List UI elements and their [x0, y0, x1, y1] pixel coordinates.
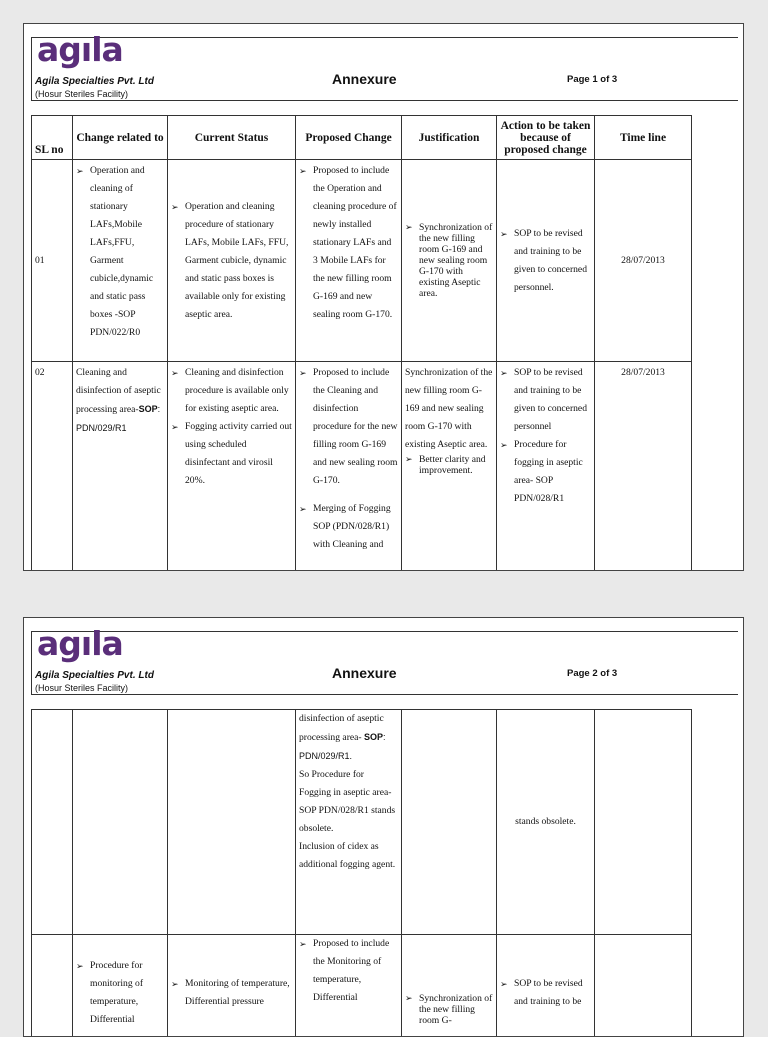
cell-proposed-change: [296, 362, 402, 572]
list-item: ➢ SOP to be revised and training to be given to concerned personnel: [500, 364, 591, 436]
cell-sl: [32, 710, 73, 935]
agila-logo: agıla: [37, 30, 123, 69]
page-header: [31, 631, 738, 695]
cell-justification: [402, 935, 497, 1037]
cell-timeline: [595, 935, 692, 1037]
list-item: ➢ Procedure for monitoring of temperature, Differential: [76, 957, 164, 1029]
table-header-row: [32, 116, 692, 160]
cell-justification: [402, 362, 497, 572]
agila-logo: agıla: [37, 624, 123, 663]
cell-current-status: [168, 362, 296, 572]
col-header-change-related: Change related to: [73, 116, 168, 160]
table-row: [32, 160, 692, 362]
document-page-2: [23, 617, 744, 1037]
facility-name: (Hosur Steriles Facility): [35, 683, 128, 693]
table-row: [32, 935, 692, 1037]
cell-sl: [32, 935, 73, 1037]
page-number: Page 1 of 3: [567, 74, 617, 85]
list-item: ➢ Operation and cleaning procedure of stationary LAFs, Mobile LAFs, FFU, Garment cubicle, dynamic and static pass boxes is available only for existing aseptic area.: [171, 198, 292, 324]
list-item: ➢ Proposed to include the Operation and cleaning procedure of newly installed stationary LAFs and 3 Mobile LAFs for the new filling room G-169 and new sealing room G-170.: [299, 162, 398, 324]
annexure-table-continued: [31, 709, 692, 1037]
cell-proposed-change: [296, 710, 402, 935]
list-item: ➢ Procedure for fogging in aseptic area- SOP PDN/028/R1: [500, 436, 591, 508]
cell-timeline: [595, 710, 692, 935]
list-item: ➢ SOP to be revised and training to be given to concerned personnel.: [500, 225, 591, 297]
list-item: ➢ Proposed to include the Cleaning and disinfection procedure for the new filling room G-169 and new sealing room G-170.: [299, 364, 398, 490]
list-item: ➢ Fogging activity carried out using scheduled disinfectant and virosil 20%.: [171, 418, 292, 490]
cell-current-status: [168, 935, 296, 1037]
list-item: ➢ Synchronization of the new filling room G-169 and new sealing room G-170 with existing Aseptic area.: [405, 222, 493, 299]
cell-current-status: [168, 160, 296, 362]
cell-action: stands obsolete.: [497, 710, 595, 935]
cell-current-status: [168, 710, 296, 935]
list-item: ➢ Better clarity and improvement.: [405, 454, 493, 476]
list-item: ➢ SOP to be revised and training to be: [500, 975, 591, 1011]
proposed-text-3: Inclusion of cidex as additional fogging agent.: [299, 838, 398, 874]
list-item: ➢ Operation and cleaning of stationary LAFs,Mobile LAFs,FFU, Garment cubicle,dynamic and static pass boxes -SOP PDN/022/R0: [76, 162, 164, 342]
annexure-table: [31, 115, 692, 571]
company-name: Agila Specialties Pvt. Ltd: [35, 76, 154, 87]
col-header-proposed-change: Proposed Change: [296, 116, 402, 160]
cell-action: [497, 160, 595, 362]
cell-change-related: [73, 160, 168, 362]
proposed-text: disinfection of aseptic processing area-: [299, 713, 384, 743]
page-header: [31, 37, 738, 101]
cell-action: [497, 935, 595, 1037]
table-row: [32, 362, 692, 572]
sop-label: SOP: [139, 404, 158, 414]
sop-label: SOP: [364, 732, 383, 742]
list-item: ➢ Cleaning and disinfection procedure is available only for existing aseptic area.: [171, 364, 292, 418]
cell-proposed-change: [296, 160, 402, 362]
page-title: Annexure: [332, 71, 397, 87]
col-header-action: Action to be taken because of proposed change: [497, 116, 595, 160]
list-item: ➢ Proposed to include the Monitoring of temperature, Differential: [299, 935, 398, 1007]
page-title: Annexure: [332, 665, 397, 681]
cell-sl: 01: [32, 160, 73, 362]
page-number: Page 2 of 3: [567, 668, 617, 679]
justification-text: Synchronization of the new filling room G-169 and new sealing room G-170 with existing Aseptic area.: [405, 364, 493, 454]
sop-code: : PDN/029/R1: [76, 404, 160, 433]
cell-change-related: [73, 935, 168, 1037]
list-item: ➢ Synchronization of the new filling room G-: [405, 993, 493, 1026]
cell-sl: 02: [32, 362, 73, 572]
col-header-current-status: Current Status: [168, 116, 296, 160]
col-header-justification: Justification: [402, 116, 497, 160]
table-row: [32, 710, 692, 935]
cell-timeline: 28/07/2013: [595, 362, 692, 572]
list-item: ➢ Monitoring of temperature, Differential pressure: [171, 975, 292, 1011]
document-page-1: [23, 23, 744, 571]
cell-justification: [402, 710, 497, 935]
list-item: ➢ Merging of Fogging SOP (PDN/028/R1) with Cleaning and: [299, 500, 398, 554]
cell-proposed-change: [296, 935, 402, 1037]
facility-name: (Hosur Steriles Facility): [35, 89, 128, 99]
cell-change-related: [73, 362, 168, 572]
cell-change-related: [73, 710, 168, 935]
col-header-timeline: Time line: [595, 116, 692, 160]
sop-code: : PDN/029/R1.: [299, 732, 386, 761]
proposed-text-2: So Procedure for Fogging in aseptic area- SOP PDN/028/R1 stands obsolete.: [299, 766, 398, 838]
cell-action: [497, 362, 595, 572]
cell-justification: [402, 160, 497, 362]
cell-timeline: 28/07/2013: [595, 160, 692, 362]
company-name: Agila Specialties Pvt. Ltd: [35, 670, 154, 681]
col-header-sl: SL no: [32, 116, 73, 160]
change-text: Cleaning and disinfection of aseptic processing area-: [76, 367, 161, 415]
